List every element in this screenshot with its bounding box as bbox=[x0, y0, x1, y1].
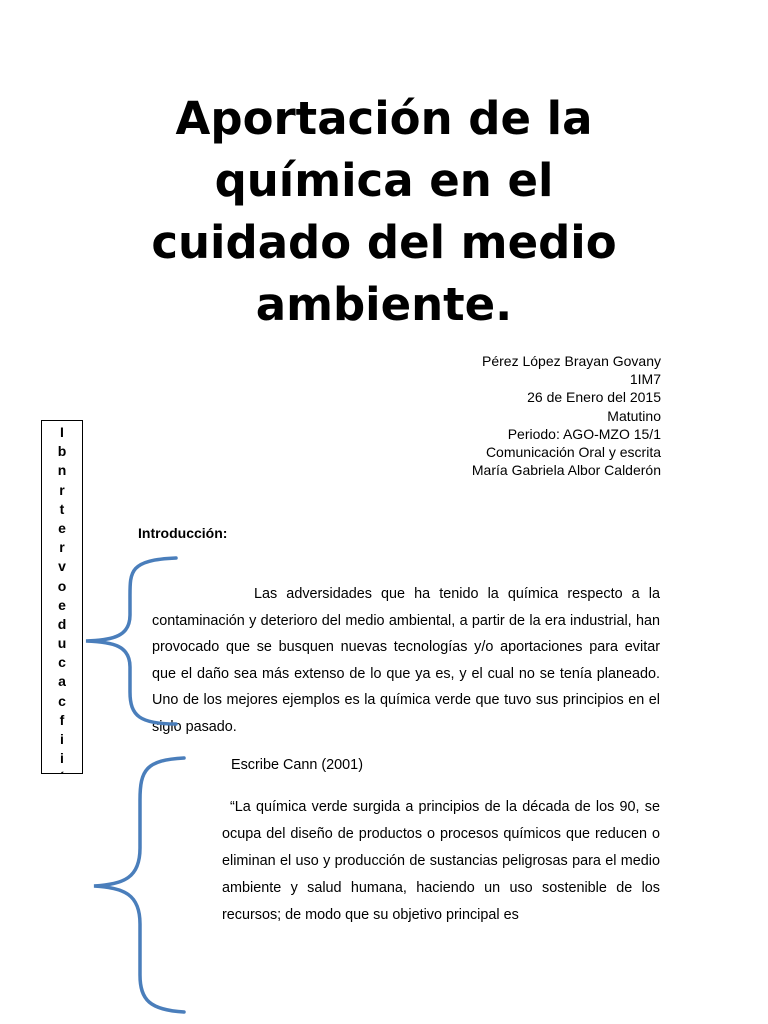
vertical-letter: r bbox=[59, 539, 65, 556]
quote-paragraph: “La química verde surgida a principios de la década de los 90, se ocupa del diseño de productos o procesos químicos que reducen o eliminan el uso y producción de sustancias peligrosas para el medio ambiente y salud humana, haciendo un uso sostenible de los recursos; de modo que su objetivo principal es bbox=[222, 799, 660, 923]
course-name: Comunicación Oral y escrita bbox=[485, 444, 661, 461]
vertical-letter: r bbox=[59, 481, 65, 498]
vertical-letter: o bbox=[57, 577, 67, 594]
vertical-letter: v bbox=[58, 558, 66, 575]
vertical-letter: ´ bbox=[59, 769, 65, 786]
vertical-letter: c bbox=[58, 692, 66, 709]
vertical-letter: a bbox=[58, 673, 66, 690]
vertical-letter: e bbox=[58, 519, 66, 536]
title-line: química en el bbox=[214, 154, 554, 207]
vertical-letter: t bbox=[59, 500, 65, 517]
vertical-letter: u bbox=[57, 635, 67, 652]
period: Periodo: AGO-MZO 15/1 bbox=[507, 425, 661, 442]
date: 26 de Enero del 2015 bbox=[527, 389, 661, 406]
vertical-letter: e bbox=[58, 596, 66, 613]
vertical-letter: b bbox=[57, 443, 67, 460]
intro-paragraph: Las adversidades que ha tenido la química respecto a la contaminación y deterioro del medio ambiental, a partir de la era industrial, han provocado que se busquen nuevas tecnologías y/o aportaciones para evitar que el daño sea más extenso de lo que ya es, y el cual no se tenía planeado. Uno de los mejores ejemplos es la química verde que tuvo sus principios en el siglo pasado. bbox=[152, 586, 660, 735]
title-line: Aportación de la bbox=[175, 92, 593, 145]
vertical-letter: i bbox=[60, 750, 64, 767]
citation-line: Escribe Cann (2001) bbox=[231, 757, 363, 773]
vertical-letter: f bbox=[59, 711, 65, 728]
teacher-name: María Gabriela Albor Calderón bbox=[471, 462, 661, 479]
curly-brace-shape bbox=[94, 758, 184, 1012]
curly-brace-shape bbox=[86, 558, 176, 724]
vertical-letter: i bbox=[60, 731, 64, 747]
shift: Matutino bbox=[607, 407, 661, 424]
vertical-letter: I bbox=[60, 424, 64, 440]
vertical-letter: n bbox=[57, 462, 67, 479]
intro-heading: Introducción: bbox=[138, 525, 228, 541]
title-line: cuidado del medio bbox=[151, 216, 617, 269]
vertical-letter: c bbox=[58, 654, 66, 671]
group-code: 1IM7 bbox=[629, 371, 661, 388]
vertical-letter: d bbox=[57, 615, 67, 632]
title-line: ambiente. bbox=[255, 278, 513, 331]
author-name: Pérez López Brayan Govany bbox=[482, 353, 661, 369]
